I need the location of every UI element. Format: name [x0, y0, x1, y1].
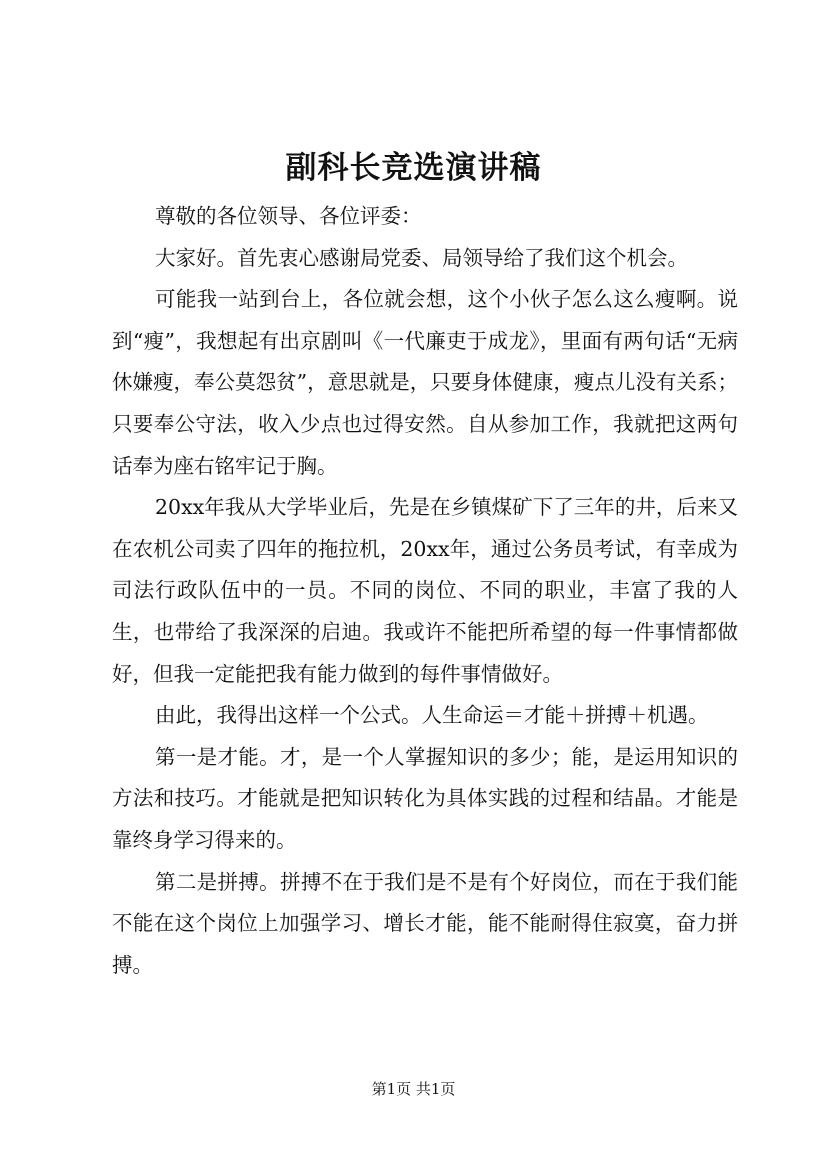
document-title: 副科长竞选演讲稿 [285, 150, 542, 186]
paragraph: 大家好。首先衷心感谢局党委、局领导给了我们这个机会。 [155, 245, 688, 270]
paragraph: 第二是拼搏。拼搏不在于我们是不是有个好岗位，而在于我们能不能在这个岗位上加强学习、增长才能，能不能耐得住寂寞，奋力拼搏。 [112, 869, 738, 977]
salutation: 尊敬的各位领导、各位评委： [155, 204, 422, 228]
paragraph: 由此，我得出这样一个公式。人生命运＝才能＋拼搏＋机遇。 [155, 703, 709, 728]
paragraph: 20xx年我从大学毕业后，先是在乡镇煤矿下了三年的井，后来又在农机公司卖了四年的拖拉机，20xx年，通过公务员考试，有幸成为司法行政队伍中的一员。不同的岗位、不同的职业，丰富了我的人生，也带给了我深深的启迪。我或许不能把所希望的每一件事情都做好，但我一定能把我有能力做到的每件事情做好。 [112, 495, 738, 686]
paragraph: 第一是才能。才，是一个人掌握知识的多少；能，是运用知识的方法和技巧。才能就是把知识转化为具体实践的过程和结晶。才能是靠终身学习得来的。 [112, 744, 738, 852]
page-footer: 第1页 共1页 [371, 1080, 456, 1098]
paragraph: 可能我一站到台上，各位就会想，这个小伙子怎么这么瘦啊。说到“瘦”，我想起有出京剧叫《一代廉吏于成龙》，里面有两句话“无病休嫌瘦，奉公莫怨贫”，意思就是，只要身体健康，瘦点儿没有关系；只要奉公守法，收入少点也过得安然。自从参加工作，我就把这两句话奉为座右铭牢记于胸。 [112, 287, 738, 478]
document-body [112, 196, 738, 986]
